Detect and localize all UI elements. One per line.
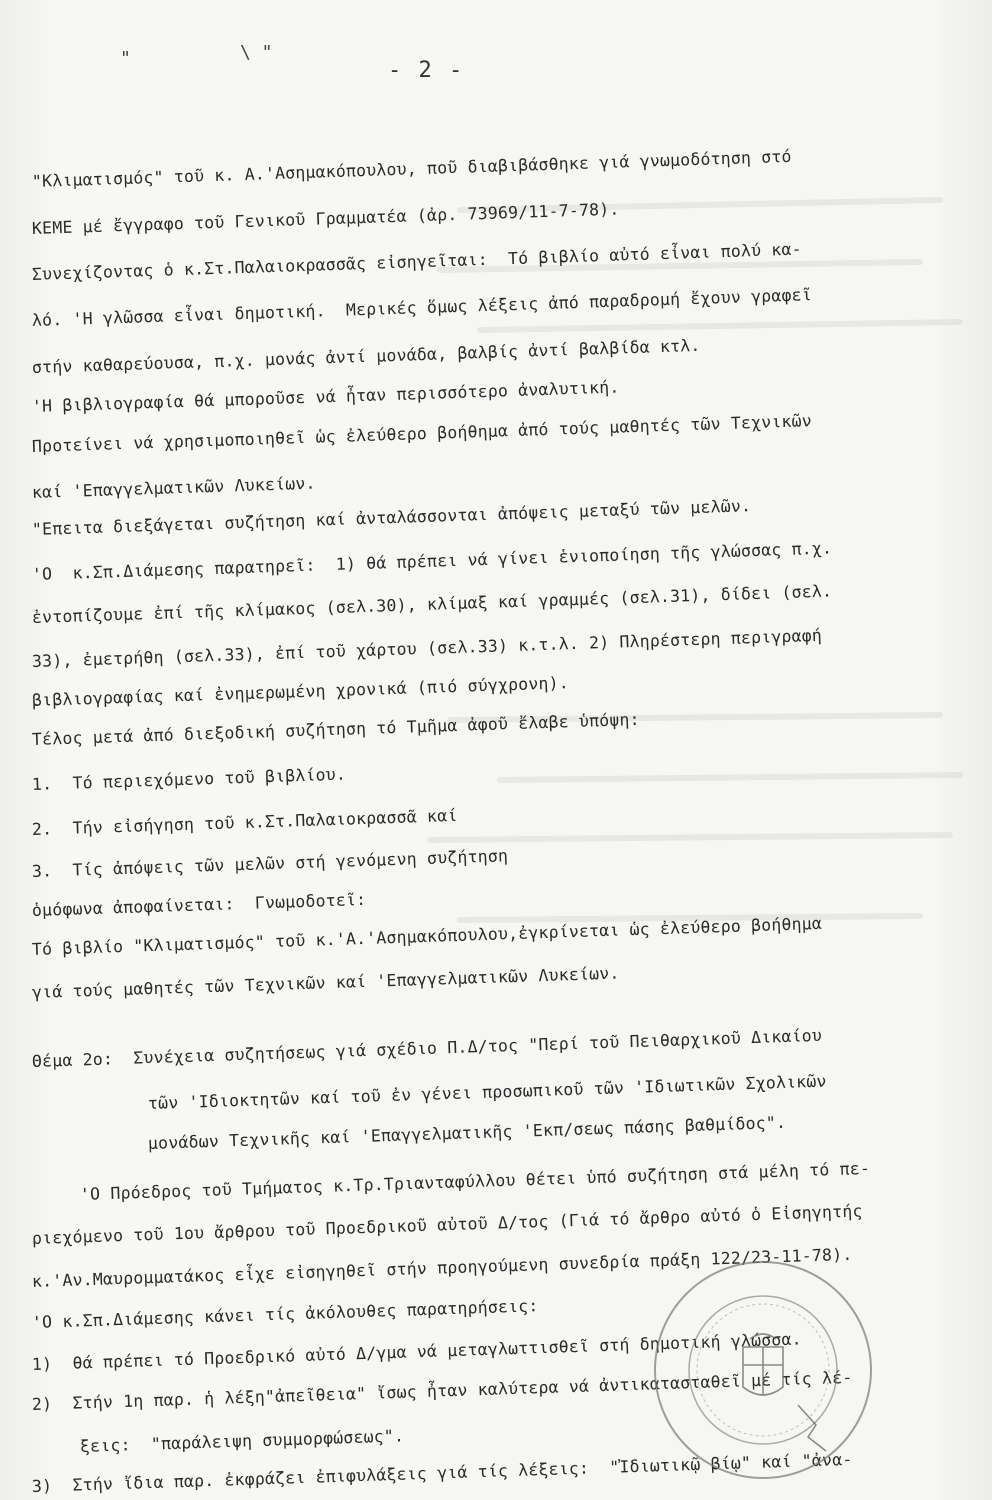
text-line: 'Ο Πρόεδρος τοῦ Τμήματος κ.Τρ.Τριανταφύλλου θέτει ὑπό συζήτηση στά μέλη τό πε- <box>79 1158 871 1204</box>
text-line: "Κλιματισμός" τοῦ κ. Α.'Ασημακόπουλου, ποῦ διαβιβάσθηκε γιά γνωμοδότηση στό <box>31 146 792 191</box>
text-line: Τέλος μετά ἀπό διεξοδική συζήτηση τό Τμῆμα ἀφοῦ ἔλαβε ὑπόψη: <box>31 709 641 749</box>
stamp-seal-graphic <box>648 1255 878 1485</box>
text-line: 'Ο κ.Σπ.Διάμεσης παρατηρεῖ: 1) θά πρέπει νά γίνει ἑνιοποίηση τῆς γλώσσας π.χ. <box>31 538 833 584</box>
text-line: 'Ο κ.Σπ.Διάμεσης κάνει τίς ἀκόλουθες παρατηρήσεις: <box>31 1296 539 1332</box>
text-line: 1. Τό περιεχόμενο τοῦ βιβλίου. <box>31 764 347 794</box>
text-line: τῶν 'Ιδιοκτητῶν καί τοῦ ἐν γένει προσωπικοῦ τῶν 'Ιδιωτικῶν Σχολικῶν <box>147 1071 827 1113</box>
text-line: ΚΕΜΕ μέ ἔγγραφο τοῦ Γενικοῦ Γραμματέα (ἀρ. 73969/11-7-78). <box>31 199 620 238</box>
text-line: ριεχόμενο τοῦ 1ου ἄρθρου τοῦ Προεδρικοῦ αὐτοῦ Δ/τος (Γιά τό ἄρθρο αὐτό ὁ Εἰσηγητής <box>31 1201 863 1248</box>
text-line: γιά τούς μαθητές τῶν Τεχνικῶν καί 'Επαγγελματικῶν Λυκείων. <box>31 963 620 1002</box>
text-line: 33), ἐμετρήθη (σελ.33), ἐπί τοῦ χάρτου (σελ.33) κ.τ.λ. 2) Πληρέστερη περιγραφή <box>31 625 823 671</box>
text-line: Προτείνει νά χρησιμοποιηθεῖ ὡς ἐλεύθερο βοήθημα ἀπό τούς μαθητές τῶν Τεχνικῶν <box>31 411 813 456</box>
text-line: ξεις: "παράλειψη συμμορφώσεως". <box>79 1426 405 1456</box>
text-line: 2. Τήν εἰσήγηση τοῦ κ.Στ.Παλαιοκρασσᾶ καί <box>31 805 458 839</box>
text-line: 'Η βιβλιογραφία θά μποροῦσε νά ἦταν περισσότερο ἀναλυτική. <box>31 377 620 416</box>
official-stamp <box>648 1255 878 1485</box>
text-line: Τό βιβλίο "Κλιματισμός" τοῦ κ.'Α.'Ασημακόπουλου,ἐγκρίνεται ὡς ἐλεύθερο βοήθημα <box>31 913 823 959</box>
header-mark-left: " <box>120 48 131 69</box>
text-line: ὁμόφωνα ἀποφαίνεται: Γνωμοδοτεῖ: <box>31 889 367 920</box>
text-line: ἐντοπίζουμε ἐπί τῆς κλίμακος (σελ.30), κλίμαξ καί γραμμές (σελ.31), δίδει (σελ. <box>31 581 833 627</box>
section-heading-line: Θέμα 2ο: Συνέχεια συζητήσεως γιά σχέδιο Π.Δ/τος "Περί τοῦ Πειθαρχικοῦ Δικαίου <box>31 1025 823 1071</box>
text-line: "Επειτα διεξάγεται συζήτηση καί ἀνταλάσσονται ἀπόψεις μεταξύ τῶν μελῶν. <box>31 496 752 539</box>
text-line: Συνεχίζοντας ὁ κ.Στ.Παλαιοκρασσᾶς εἰσηγεῖται: Τό βιβλίο αὐτό εἶναι πολύ κα- <box>31 239 803 284</box>
text-line: 1) θά πρέπει τό Προεδρικό αὐτό Δ/γμα νά μεταγλωττισθεῖ στή δημοτική γλώσσα. <box>31 1329 803 1374</box>
text-line: στήν καθαρεύουσα, π.χ. μονάς ἀντί μονάδα, βαλβίς ἀντί βαλβίδα κτλ. <box>31 335 701 377</box>
header-mark-right: \ " <box>240 42 273 63</box>
text-line: κ.'Αν.Μαυρομματάκος εἶχε εἰσηγηθεῖ στήν προηγούμενη συνεδρία πράξη 122/23-11-78). <box>31 1244 853 1291</box>
text-line: καί 'Επαγγελματικῶν Λυκείων. <box>31 473 316 502</box>
text-line: μονάδων Τεχνικῆς καί 'Επαγγελματικῆς 'Εκπ/σεως πάσης βαθμίδος". <box>147 1112 787 1153</box>
text-line: 2) Στήν 1η παρ. ἡ λέξη"ἀπεῖθεια" ἴσως ἦταν καλύτερα νά ἀντικατασταθεῖ μέ τίς λέ- <box>31 1367 853 1414</box>
text-line: βιβλιογραφίας καί ἐνημερωμένη χρονικά (πιό σύγχρονη). <box>31 673 570 710</box>
page-number: - 2 - <box>388 58 465 83</box>
text-line: 3. Τίς ἀπόψεις τῶν μελῶν στή γενόμενη συζήτηση <box>31 846 509 881</box>
text-line: 3) Στήν ἴδια παρ. ἐκφράζει ἐπιφυλάξεις γιά τίς λέξεις: "Ἰδιωτικῷ βίῳ" καί "ἀνα- <box>31 1449 853 1496</box>
text-line: λό. 'Η γλῶσσα εἶναι δημοτική. Μερικές ὅμως λέξεις ἀπό παραδρομή ἔχουν γραφεῖ <box>31 285 813 330</box>
